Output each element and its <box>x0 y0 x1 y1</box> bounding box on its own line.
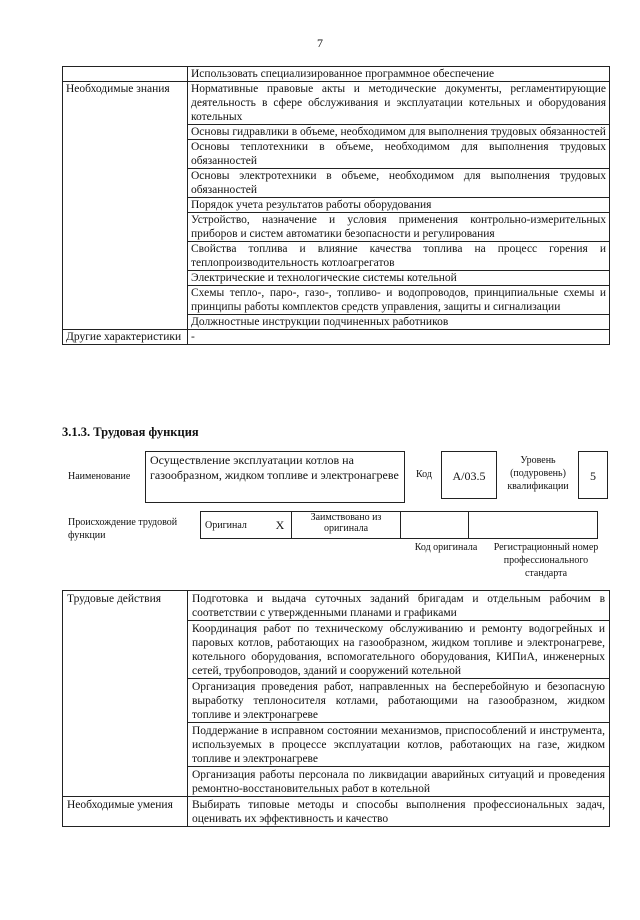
knowledge-item: Устройство, назначение и условия применения контрольно-измерительных приборов и систем автоматики безопасности и регулирования <box>188 213 610 242</box>
code-label: Код <box>416 469 432 480</box>
qualification-level-label: Уровень (подуровень) квалификации <box>507 455 569 492</box>
action-item: Организация работы персонала по ликвидации аварийных ситуаций и проведения ремонтно-восстановительных работ в котельной <box>188 767 610 797</box>
knowledge-item: Нормативные правовые акты и методические документы, регламентирующие деятельность в сфере обслуживания и эксплуатации котельных и оборудования котельных <box>188 82 610 125</box>
action-item: Координация работ по техническому обслуживанию и ремонту водогрейных и паровых котлов, работающих на газообразном, жидком топливе и электронагреве, котельного оборудования, вспомогательного оборудования, КИПиА, инженерных сетей, трубопроводов, зданий и сооружений котельной <box>188 621 610 679</box>
function-name-label: Наименование <box>68 471 131 482</box>
borrowed-label: Заимствовано из оригинала <box>292 512 401 539</box>
page-number: 7 <box>317 36 323 50</box>
skills-label: Необходимые умения <box>63 797 188 827</box>
knowledge-item: Свойства топлива и влияние качества топлива на процесс горения и теплопроизводительность котлоагрегатов <box>188 242 610 271</box>
table-row <box>63 82 610 125</box>
skill-item: Выбирать типовые методы и способы выполнения профессиональных задач, оценивать их эффективность и качество <box>188 797 610 827</box>
knowledge-item: Основы электротехники в объеме, необходимом для выполнения трудовых обязанностей <box>188 169 610 198</box>
knowledge-item: Должностные инструкции подчиненных работников <box>188 315 610 330</box>
empty-label-cell <box>63 67 188 82</box>
table-row <box>63 67 610 82</box>
knowledge-item: Электрические и технологические системы котельной <box>188 271 610 286</box>
knowledge-item: Основы гидравлики в объеме, необходимом для выполнения трудовых обязанностей <box>188 125 610 140</box>
knowledge-item: Порядок учета результатов работы оборудования <box>188 198 610 213</box>
table-row <box>63 591 610 621</box>
origin-table <box>200 511 598 539</box>
action-item: Организация проведения работ, направленных на бесперебойную и безопасную выработку теплоносителя котлами, работающими на газообразном, жидком топливе и электронагреве <box>188 679 610 723</box>
code-caption: Код оригинала <box>414 542 478 553</box>
other-characteristics-label: Другие характеристики <box>63 330 188 345</box>
knowledge-table <box>62 66 610 345</box>
section-title: 3.1.3. Трудовая функция <box>62 425 199 439</box>
table-row <box>201 512 598 539</box>
other-characteristics-value: - <box>188 330 610 345</box>
function-name-value: Осуществление эксплуатации котлов на газообразном, жидком топливе и электронагреве <box>145 451 405 503</box>
action-item: Подготовка и выдача суточных заданий бригадам и отдельным рабочим в соответствии с утвержденными планами и графиками <box>188 591 610 621</box>
original-label: Оригинал <box>201 512 270 539</box>
qualification-level-value: 5 <box>578 451 608 499</box>
action-item: Поддержание в исправном состоянии механизмов, приспособлений и инструмента, используемых в процессе эксплуатации котлов, работающих на газе, жидком топливе и электронагреве <box>188 723 610 767</box>
origin-label: Происхождение трудовой функции <box>68 517 178 541</box>
knowledge-item: Схемы тепло-, паро-, газо-, топливо- и водопроводов, принципиальные схемы и принципы работы комплектов средств управления, защиты и сигнализации <box>188 286 610 315</box>
table-row <box>63 330 610 345</box>
registration-caption: Регистрационный номер профессионального стандарта <box>493 542 599 579</box>
code-value: A/03.5 <box>441 451 497 499</box>
table-row <box>63 797 610 827</box>
actions-table <box>62 590 610 827</box>
table-cell: Использовать специализированное программное обеспечение <box>188 67 610 82</box>
knowledge-label: Необходимые знания <box>63 82 188 330</box>
knowledge-item: Основы теплотехники в объеме, необходимом для выполнения трудовых обязанностей <box>188 140 610 169</box>
actions-label: Трудовые действия <box>63 591 188 797</box>
registration-number-cell <box>469 512 598 539</box>
original-code-cell <box>401 512 469 539</box>
original-mark: X <box>269 512 292 539</box>
